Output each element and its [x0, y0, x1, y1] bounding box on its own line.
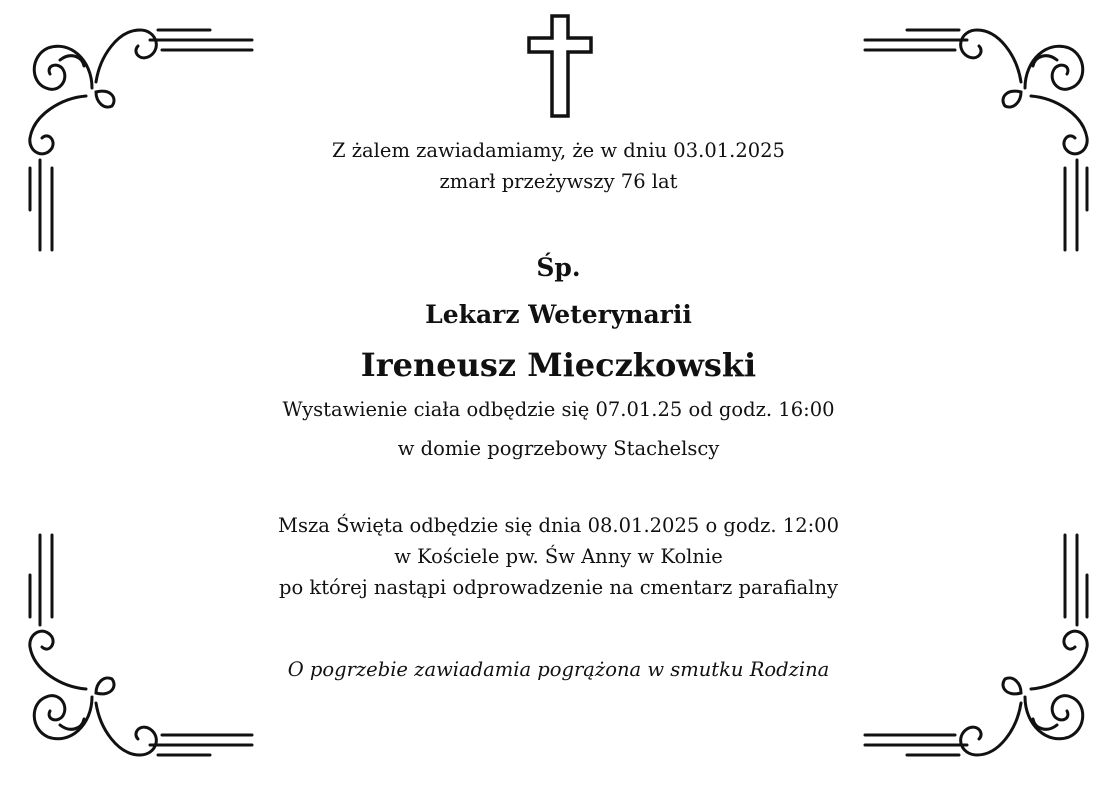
corner-ornament-icon [0, 0, 260, 260]
viewing-line-2: w domie pogrzebowy Stachelscy [397, 437, 720, 460]
corner-ornament-top-right [857, 0, 1117, 260]
mass-line-2: w Kościele pw. Św Anny w Kolnie [394, 545, 723, 568]
intro-line-1: Z żalem zawiadamiamy, że w dniu 03.01.2025 [332, 139, 785, 162]
mass-line-3: po której nastąpi odprowadzenie na cmentarz parafialny [278, 576, 839, 599]
deceased-title: Lekarz Weterynarii [425, 300, 692, 329]
intro-line-2: zmarł przeżywszy 76 lat [439, 170, 678, 193]
closing-line: O pogrzebie zawiadamia pogrążona w smutku Rodzina [287, 658, 830, 681]
mass-line-1: Msza Święta odbędzie się dnia 08.01.2025 o godz. 12:00 [278, 514, 839, 537]
deceased-name: Ireneusz Mieczkowski [360, 346, 757, 384]
viewing-line-1: Wystawienie ciała odbędzie się 07.01.25 od godz. 16:00 [282, 398, 835, 421]
deceased-prefix: Śp. [536, 253, 581, 282]
corner-ornament-top-left [0, 0, 260, 260]
cross-icon [527, 14, 593, 118]
corner-ornament-icon [857, 0, 1117, 260]
